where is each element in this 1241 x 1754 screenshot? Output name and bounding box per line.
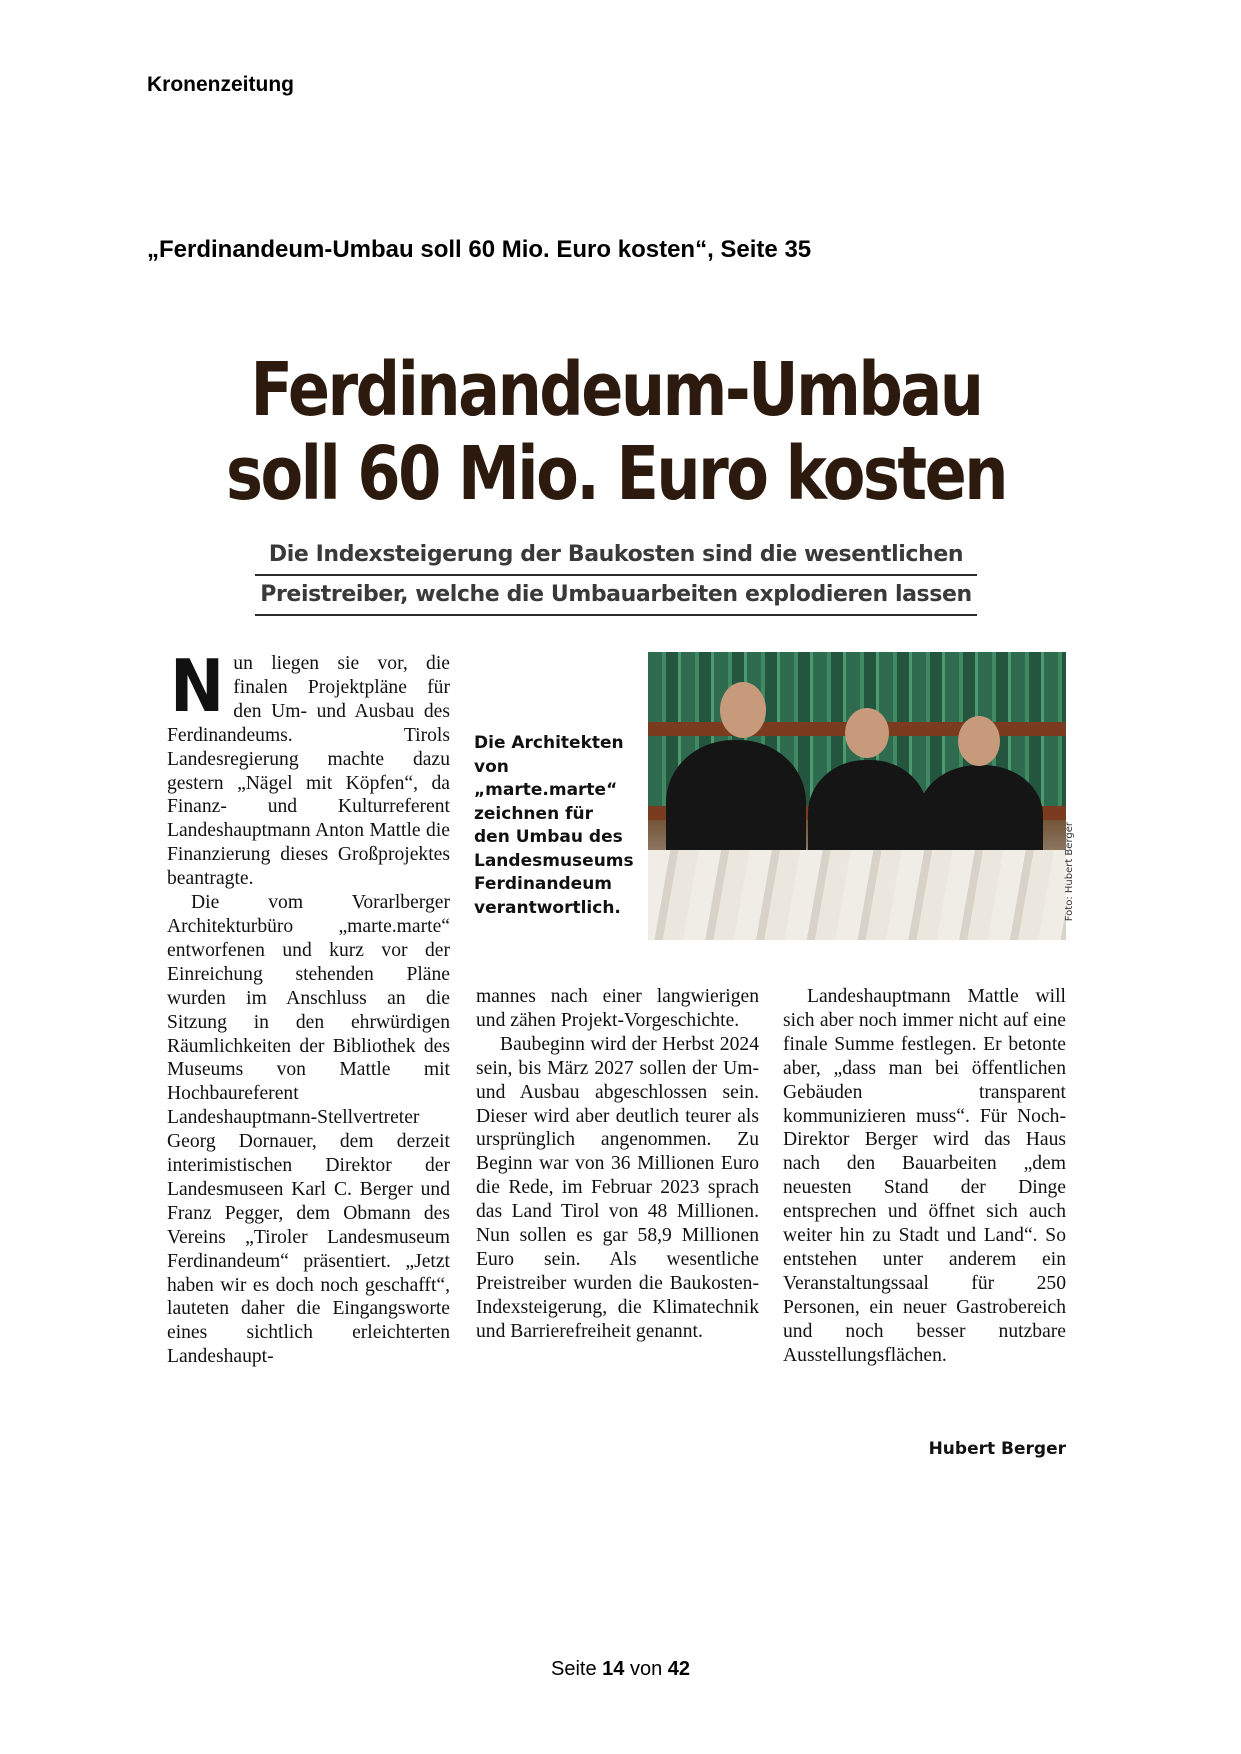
architecture-model	[648, 850, 1066, 940]
paragraph: Baubeginn wird der Herbst 2024 sein, bis März 2027 sollen der Um- und Ausbau abgeschlossen sein. Dieser wird aber deutlich teurer als ursprünglich angenommen. Zu Beginn war von 36 Millionen Euro die Rede, im Februar 2023 sprach das Land Tirol von 48 Millionen. Nun sollen es gar 58,9 Millionen Euro sein. Als wesentliche Preistreiber wurden die Baukosten-Indexsteigerung, die Klimatechnik und Barrierefreiheit genannt.	[476, 1033, 759, 1342]
article-column-2	[476, 985, 759, 1344]
article-headline	[225, 348, 1008, 516]
person-head	[720, 682, 766, 738]
total-pages: 42	[667, 1658, 691, 1680]
headline-line-1: Ferdinandeum-Umbau	[250, 347, 982, 433]
dropcap: N	[170, 644, 225, 728]
photo-credit: Foto: Hubert Berger	[1064, 822, 1075, 922]
page-number	[0, 1658, 1241, 1681]
article-subheadline	[255, 536, 977, 616]
photo-caption: Die Architekten von „marte.marte“ zeichnen für den Umbau des Landesmuseums Ferdinandeum verantwortlich.	[474, 733, 634, 918]
paragraph-text: un liegen sie vor, die finalen Projektpläne für den Um- und Ausbau des Ferdinandeums. Tirols Landesregierung machte dazu gestern „Nägel mit Köpfen“, da Finanz- und Kulturreferent Landeshauptmann Anton Mattle die Finanzierung dieses Großprojektes beantragte.	[167, 653, 450, 890]
reference-title: „Ferdinandeum-Umbau soll 60 Mio. Euro kosten“, Seite 35	[147, 236, 812, 263]
article-author: Hubert Berger	[928, 1439, 1066, 1459]
paragraph: Landeshauptmann Mattle will sich aber noch immer nicht auf eine finale Summe festlegen. Er betonte aber, „dass man bei öffentlichen Gebäuden transparent kommunizieren muss“. Für Noch-Direktor Berger wird das Haus nach den Bauarbeiten „dem neuesten Stand der Dinge entsprechen und öffnet sich auch weiter hin zu Stadt und Land“. So entstehen unter anderem ein Veranstaltungssaal für 250 Personen, ein neuer Gastrobereich und noch besser nutzbare Ausstellungsflächen.	[783, 986, 1066, 1366]
article-column-1	[167, 644, 450, 1369]
page-separator: von	[629, 1658, 663, 1680]
current-page: 14	[602, 1658, 625, 1680]
page-prefix: Seite	[550, 1658, 597, 1680]
paragraph: mannes nach einer langwierigen und zähen Projekt-Vorgeschichte.	[476, 986, 759, 1031]
paragraph	[167, 644, 450, 891]
paragraph: Die vom Vorarlberger Architekturbüro „marte.marte“ entworfenen und kurz vor der Einreichung stehenden Pläne wurden im Anschluss an die Sitzung in den ehrwürdigen Räumlichkeiten der Bibliothek des Museums von Mattle mit Hochbaureferent Landeshauptmann-Stellvertreter Georg Dornauer, dem derzeit interimistischen Direktor der Landesmuseen Karl C. Berger und Franz Pegger, dem Obmann des Vereins „Tiroler Landesmuseum Ferdinandeum“ präsentiert. „Jetzt haben wir es doch noch geschafft“, lauteten daher die Eingangsworte eines sichtlich erleichterten Landeshaupt-	[167, 892, 450, 1368]
person-head	[845, 708, 889, 758]
newspaper-source: Kronenzeitung	[147, 73, 294, 96]
article-photo	[648, 652, 1075, 940]
subhead-line-2: Preistreiber, welche die Umbauarbeiten explodieren lassen	[255, 576, 977, 616]
person-head	[958, 716, 1000, 766]
article-column-3	[783, 985, 1066, 1368]
headline-line-2: soll 60 Mio. Euro kosten	[226, 431, 1006, 517]
subhead-line-1: Die Indexsteigerung der Baukosten sind die wesentlichen	[255, 536, 977, 576]
